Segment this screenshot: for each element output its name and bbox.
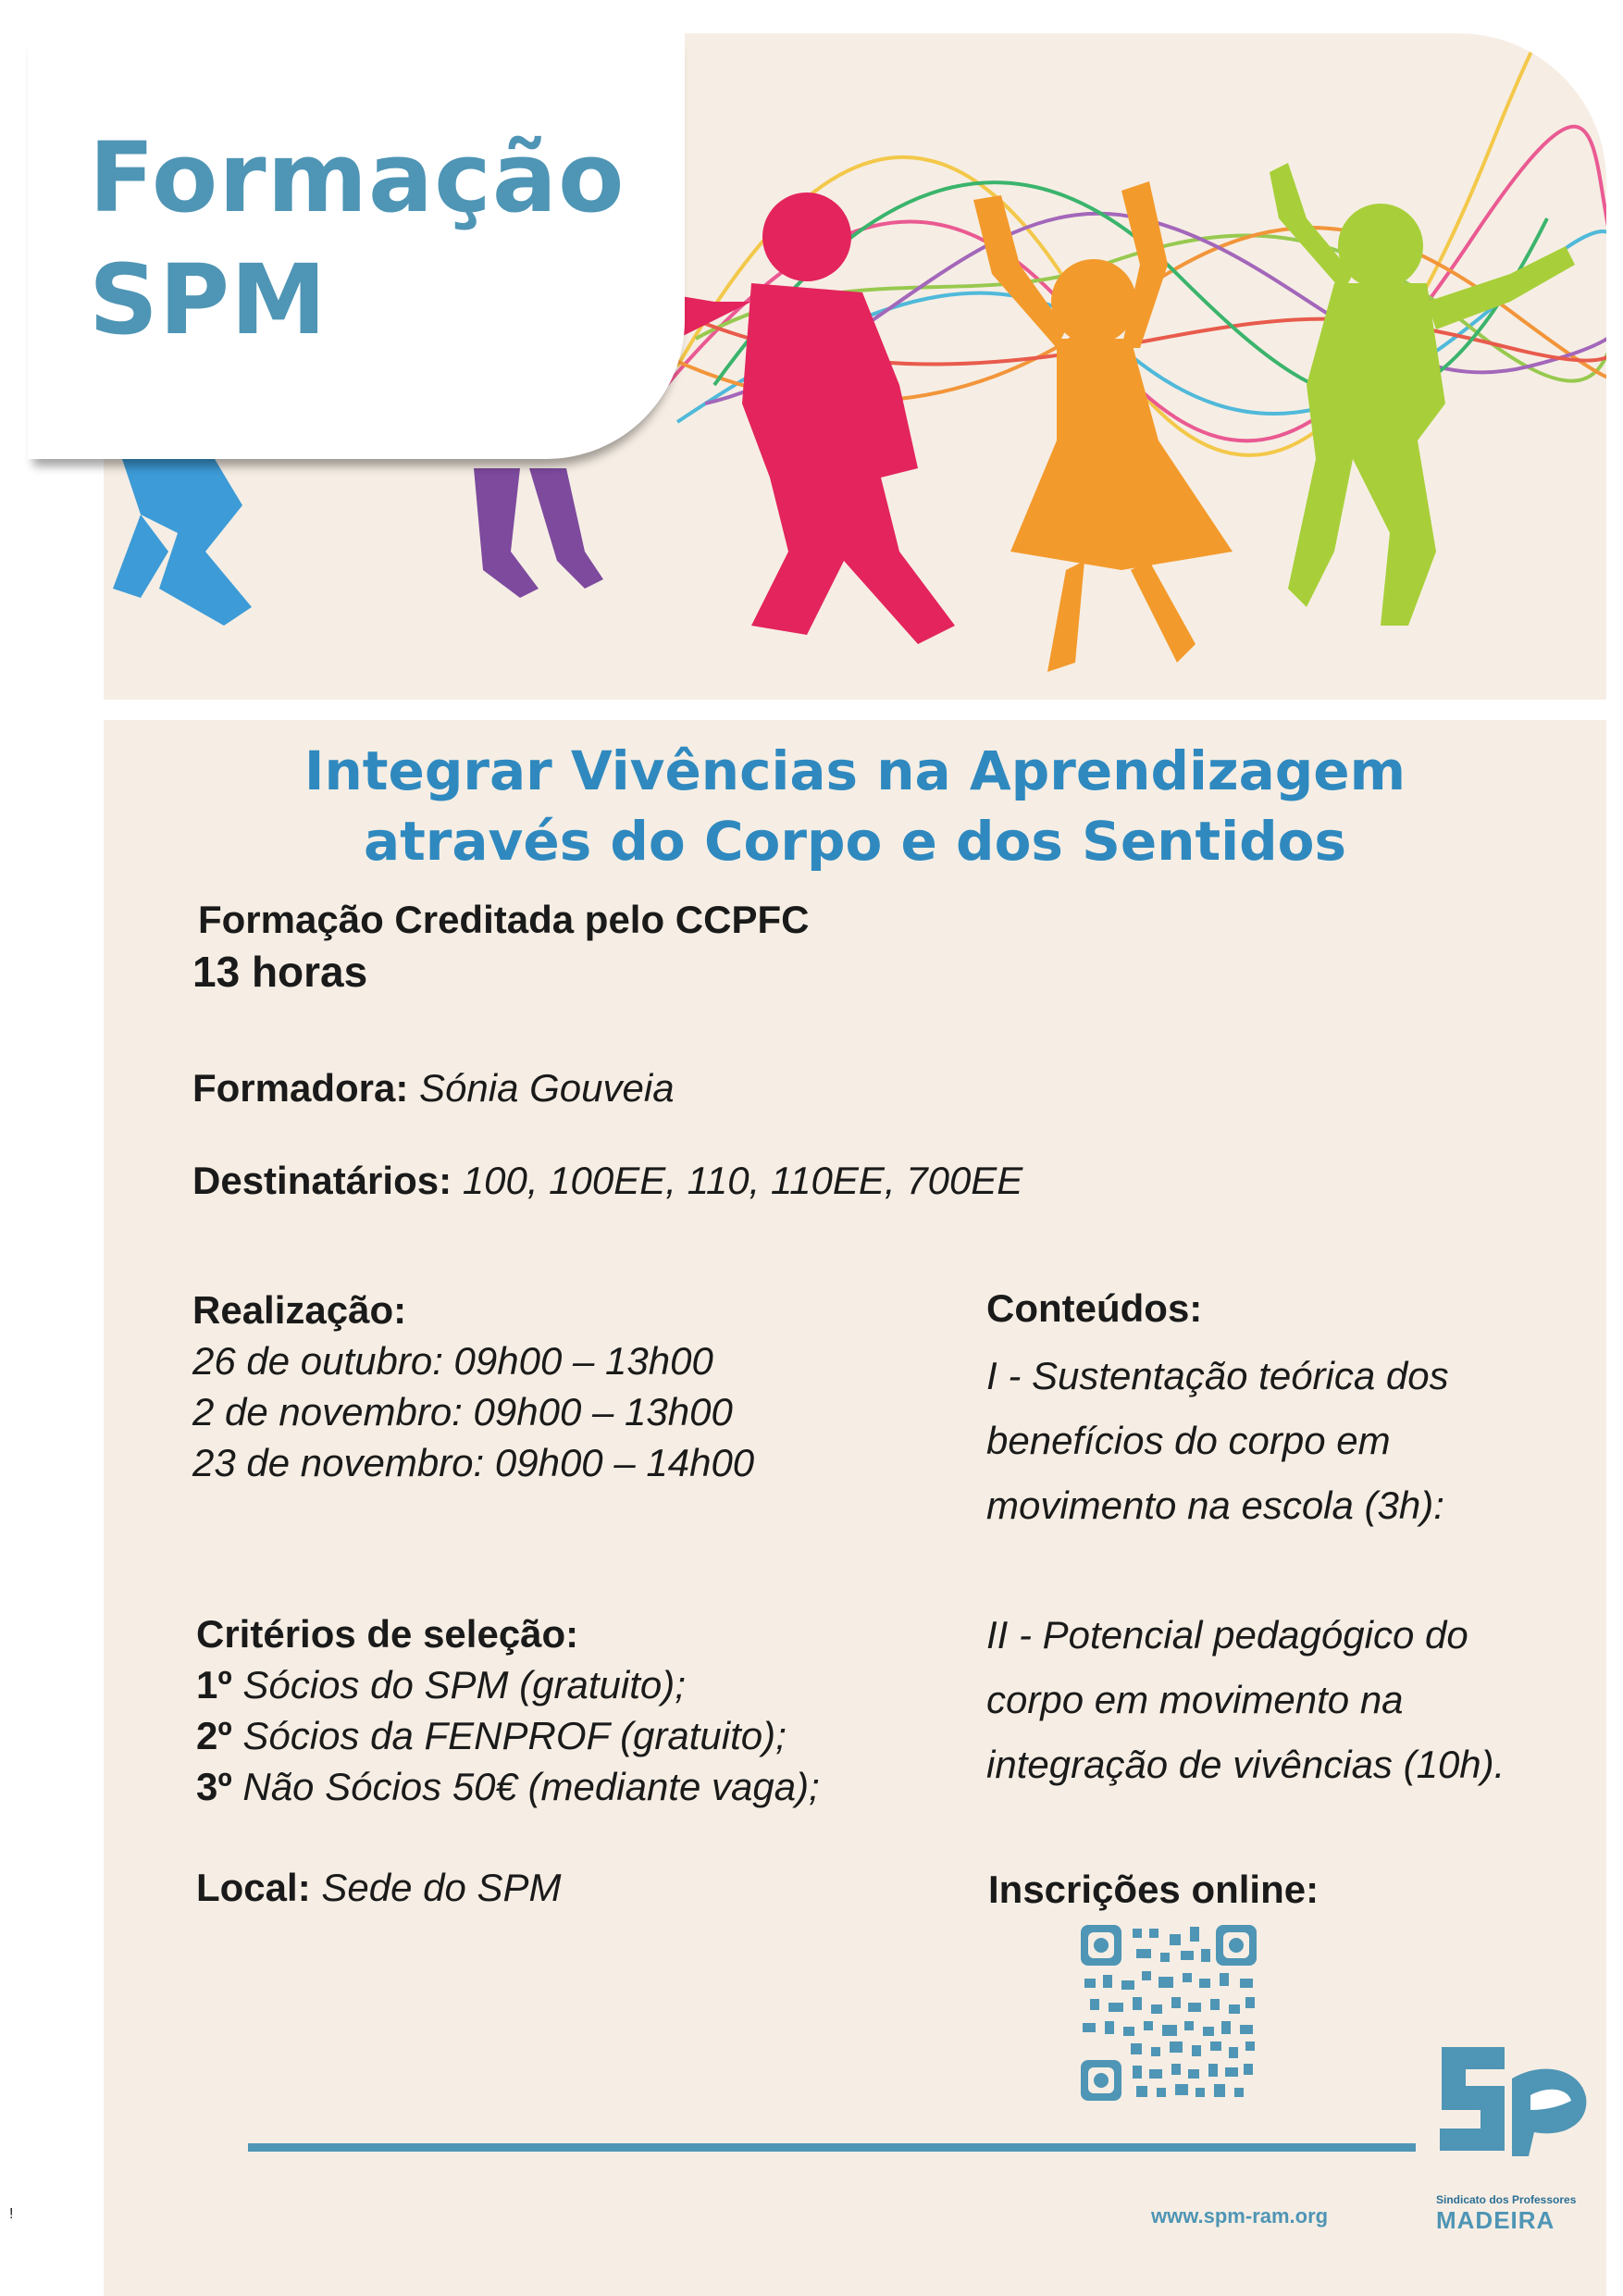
course-title-line1: Integrar Vivências na Aprendizagem [304,739,1406,802]
criteria-text: Sócios da FENPROF (gratuito); [231,1714,787,1757]
criteria-rank: 2º [196,1714,232,1757]
criteria-text: Sócios do SPM (gratuito); [231,1663,686,1706]
trainer-name: Sónia Gouveia [419,1066,675,1110]
schedule-date-2: 2 de novembro: 09h00 – 13h00 [192,1390,733,1433]
criteria-item-1 [196,1659,820,1710]
spm-logo-icon [1432,2042,1590,2162]
module-2-line: integração de vivências (10h). [986,1743,1505,1786]
course-hours: 13 horas [192,948,368,996]
schedule-label: Realização: [192,1288,407,1332]
child-silhouette-green [1270,163,1575,626]
module-2-line: II - Potencial pedagógico do [986,1613,1468,1657]
page-title-line2: SPM [89,243,328,356]
criteria-rank: 3º [196,1765,232,1808]
logo-subtitle: Sindicato dos Professores [1436,2193,1577,2206]
module-1-line: benefícios do corpo em [986,1419,1391,1462]
logo-wordmark: MADEIRA [1436,2206,1555,2234]
schedule-date-1: 26 de outubro: 09h00 – 13h00 [192,1339,713,1383]
contents-module-1 [986,1344,1449,1538]
criteria-rank: 1º [196,1663,232,1706]
website-link[interactable]: www.spm-ram.org [1151,2204,1329,2228]
audience-value: 100, 100EE, 110, 110EE, 700EE [462,1159,1023,1202]
qr-code-icon[interactable] [1081,1925,1257,2101]
location-value: Sede do SPM [321,1866,562,1909]
child-silhouette-pink [640,192,955,644]
module-2-line: corpo em movimento na [986,1678,1404,1721]
location-row [196,1862,562,1914]
contents-label: Conteúdos: [986,1286,1203,1330]
module-1-line: I - Sustentação teórica dos [986,1354,1449,1397]
footer-divider [248,2143,1416,2152]
accreditation-text: Formação Creditada pelo CCPFC [198,898,810,941]
registration-label: Inscrições online: [988,1868,1319,1911]
child-silhouette-blue [113,459,252,626]
criteria-item-2 [196,1710,820,1761]
page-title-line1: Formação [89,121,626,234]
margin-mark: ! [9,2206,14,2222]
module-1-line: movimento na escola (3h): [986,1483,1444,1527]
course-title-line2: através do Corpo e dos Sentidos [363,810,1347,873]
criteria-item-3 [196,1761,820,1812]
criteria-block [196,1608,820,1812]
location-label: Local: [196,1866,311,1909]
schedule-date-3: 23 de novembro: 09h00 – 14h00 [192,1441,755,1484]
course-title [104,736,1606,876]
contents-module-2 [986,1603,1505,1797]
audience-label: Destinatários: [192,1159,452,1202]
criteria-label: Critérios de seleção: [196,1612,579,1656]
audience-row [192,1155,1022,1207]
child-silhouette-purple [474,468,603,598]
title-card [28,33,685,459]
trainer-row [192,1062,675,1114]
schedule-block [192,1285,754,1488]
criteria-text: Não Sócios 50€ (mediante vaga); [231,1765,820,1808]
trainer-label: Formadora: [192,1066,409,1110]
